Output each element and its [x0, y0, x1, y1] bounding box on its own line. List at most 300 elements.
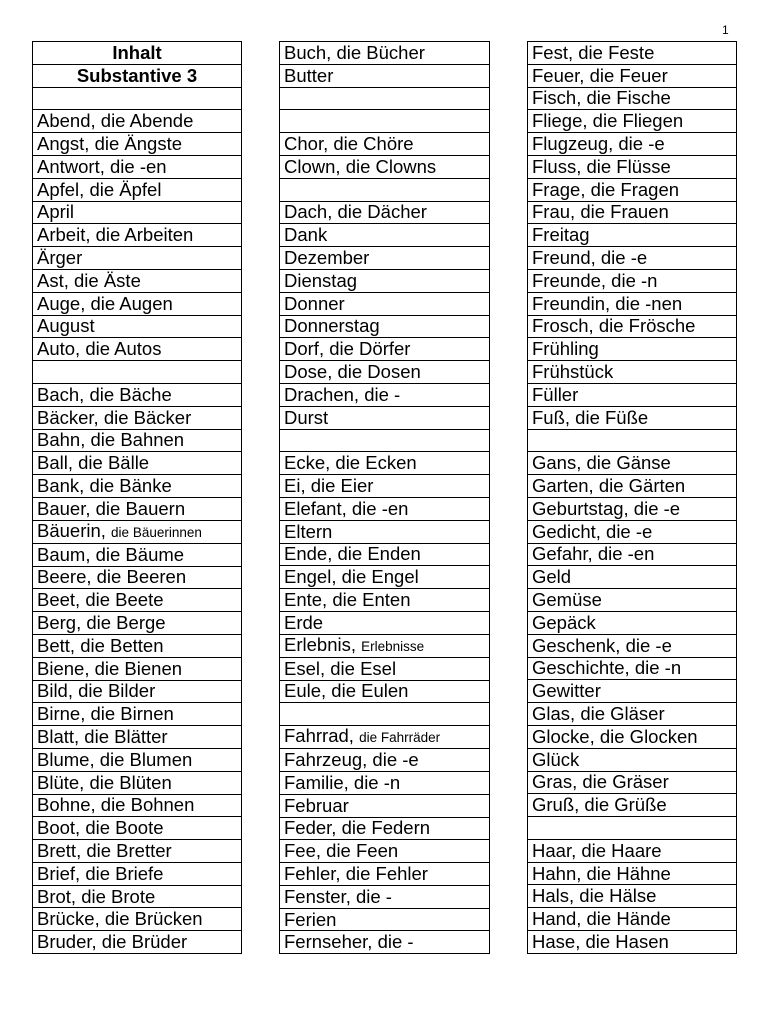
- noun-row: [280, 42, 490, 65]
- noun-row: [280, 224, 490, 247]
- noun-row: [33, 110, 242, 133]
- noun-cell: [528, 87, 737, 110]
- noun-row: [280, 771, 490, 794]
- noun-cell: [528, 725, 737, 748]
- noun-cell: [528, 657, 737, 680]
- noun-cell: [33, 406, 242, 429]
- noun-text: Garten, die Gärten: [532, 475, 686, 497]
- noun-row: [528, 931, 737, 954]
- noun-row: [280, 908, 490, 931]
- noun-text: Fee, die Feen: [284, 840, 399, 862]
- noun-cell: [33, 771, 242, 794]
- noun-row: [528, 566, 737, 589]
- noun-row: [528, 247, 737, 270]
- noun-cell: [528, 452, 737, 475]
- noun-cell: [280, 863, 490, 886]
- noun-row: [528, 42, 737, 65]
- noun-row: [33, 771, 242, 794]
- noun-text: Gruß, die Grüße: [532, 794, 667, 816]
- noun-cell: [528, 748, 737, 771]
- noun-row: [33, 840, 242, 863]
- noun-row: [528, 133, 737, 156]
- noun-text: Bäuerin,: [37, 520, 112, 541]
- noun-cell: [33, 361, 242, 384]
- noun-cell: [528, 315, 737, 338]
- noun-cell: [528, 680, 737, 703]
- noun-text: Eltern: [284, 520, 333, 542]
- noun-cell: [528, 155, 737, 178]
- noun-row: [528, 908, 737, 931]
- noun-cell: [528, 885, 737, 908]
- noun-text: Dank: [284, 224, 328, 246]
- noun-row: [528, 338, 737, 361]
- noun-cell: [33, 383, 242, 406]
- noun-row: [528, 794, 737, 817]
- noun-row: [528, 657, 737, 680]
- noun-cell: [280, 566, 490, 589]
- noun-cell: [280, 64, 490, 87]
- noun-text: Auge, die Augen: [37, 292, 173, 314]
- noun-text: Glocke, die Glocken: [532, 725, 698, 747]
- noun-text: Frage, die Fragen: [532, 178, 680, 200]
- noun-cell: [280, 383, 490, 406]
- heading-cell: [33, 42, 242, 65]
- noun-cell: [33, 133, 242, 156]
- noun-text: Hand, die Hände: [532, 908, 671, 930]
- noun-cell: [33, 543, 242, 566]
- noun-text: Blume, die Blumen: [37, 748, 193, 770]
- noun-cell: [33, 566, 242, 589]
- noun-cell: [528, 383, 737, 406]
- noun-text: Biene, die Bienen: [37, 657, 183, 679]
- noun-cell: [280, 224, 490, 247]
- noun-text: Familie, die -n: [284, 771, 401, 793]
- noun-row: [33, 133, 242, 156]
- noun-cell: [33, 338, 242, 361]
- noun-row: [528, 725, 737, 748]
- noun-cell: [528, 247, 737, 270]
- noun-cell: [33, 247, 242, 270]
- noun-row: [280, 292, 490, 315]
- noun-row: [33, 292, 242, 315]
- noun-cell: [33, 817, 242, 840]
- plural-small-text: die Fahrräder: [359, 730, 441, 746]
- noun-row: [33, 885, 242, 908]
- noun-cell: [33, 269, 242, 292]
- noun-row: [280, 726, 490, 749]
- blank-row: [280, 110, 490, 133]
- noun-cell: [33, 452, 242, 475]
- page-number: 1: [722, 23, 729, 37]
- noun-text: Haar, die Haare: [532, 839, 662, 861]
- noun-text: Füller: [532, 383, 579, 405]
- noun-cell: [528, 771, 737, 794]
- noun-text: Ärger: [37, 247, 83, 269]
- noun-text: Bach, die Bäche: [37, 383, 172, 405]
- noun-row: [528, 497, 737, 520]
- noun-row: [280, 406, 490, 429]
- noun-row: [528, 87, 737, 110]
- noun-text: Esel, die Esel: [284, 657, 397, 679]
- noun-row: [528, 680, 737, 703]
- noun-row: [33, 862, 242, 885]
- noun-cell: [528, 703, 737, 726]
- noun-text: Bank, die Bänke: [37, 475, 172, 497]
- noun-row: [33, 452, 242, 475]
- noun-cell: [33, 634, 242, 657]
- noun-row: [528, 224, 737, 247]
- noun-cell: [280, 155, 490, 178]
- noun-cell: [280, 475, 490, 498]
- noun-row: [280, 680, 490, 703]
- noun-cell: [528, 543, 737, 566]
- noun-text: Donner: [284, 292, 345, 314]
- noun-text: Fenster, die -: [284, 885, 392, 907]
- noun-row: [280, 452, 490, 475]
- noun-text: Dach, die Dächer: [284, 201, 427, 223]
- noun-row: [280, 64, 490, 87]
- noun-row: [33, 178, 242, 201]
- noun-row: [33, 566, 242, 589]
- noun-row: [280, 885, 490, 908]
- noun-text: Feder, die Federn: [284, 817, 431, 839]
- noun-cell: [528, 201, 737, 224]
- noun-text: Baum, die Bäume: [37, 543, 185, 565]
- noun-row: [280, 863, 490, 886]
- noun-text: Frosch, die Frösche: [532, 315, 696, 337]
- noun-row: [33, 520, 242, 543]
- noun-column-2: [279, 41, 490, 954]
- noun-cell: [528, 133, 737, 156]
- noun-cell: [528, 634, 737, 657]
- heading-cell: [33, 64, 242, 87]
- noun-row: [33, 406, 242, 429]
- noun-cell: [528, 429, 737, 452]
- noun-row: [528, 885, 737, 908]
- blank-row: [33, 361, 242, 384]
- noun-text: Beere, die Beeren: [37, 566, 187, 588]
- noun-column-1: [32, 41, 242, 954]
- noun-cell: [280, 452, 490, 475]
- noun-cell: [280, 178, 490, 201]
- noun-text: Freundin, die -nen: [532, 292, 683, 314]
- noun-row: [33, 748, 242, 771]
- noun-text: Fisch, die Fische: [532, 87, 671, 109]
- noun-cell: [33, 155, 242, 178]
- noun-cell: [33, 475, 242, 498]
- noun-row: [33, 429, 242, 452]
- noun-text: August: [37, 315, 95, 337]
- noun-cell: [33, 612, 242, 635]
- noun-text: Bild, die Bilder: [37, 680, 156, 702]
- noun-cell: [33, 885, 242, 908]
- noun-row: [280, 133, 490, 156]
- noun-text: Arbeit, die Arbeiten: [37, 224, 194, 246]
- noun-text: Ferien: [284, 908, 337, 930]
- noun-row: [33, 475, 242, 498]
- noun-cell: [280, 292, 490, 315]
- noun-row: [33, 634, 242, 657]
- noun-cell: [528, 794, 737, 817]
- noun-text: Gefahr, die -en: [532, 543, 655, 565]
- noun-text: Fahrzeug, die -e: [284, 749, 419, 770]
- noun-cell: [528, 292, 737, 315]
- noun-row: [280, 520, 490, 543]
- noun-row: [528, 771, 737, 794]
- noun-cell: [33, 840, 242, 863]
- noun-cell: [280, 110, 490, 133]
- noun-text: Ball, die Bälle: [37, 452, 150, 474]
- noun-cell: [33, 748, 242, 771]
- blank-row: [528, 429, 737, 452]
- noun-text: Ei, die Eier: [284, 475, 374, 497]
- noun-row: [528, 520, 737, 543]
- noun-row: [528, 748, 737, 771]
- noun-cell: [280, 703, 490, 726]
- heading-text: Inhalt: [112, 41, 162, 63]
- noun-text: Geld: [532, 566, 572, 588]
- noun-row: [528, 269, 737, 292]
- noun-cell: [280, 885, 490, 908]
- noun-text: Drachen, die -: [284, 383, 401, 405]
- noun-text: Beet, die Beete: [37, 589, 164, 611]
- noun-row: [33, 155, 242, 178]
- noun-row: [280, 817, 490, 840]
- noun-cell: [33, 520, 242, 543]
- noun-cell: [528, 611, 737, 634]
- noun-row: [528, 315, 737, 338]
- noun-text: Frau, die Frauen: [532, 201, 669, 223]
- noun-text: Buch, die Bücher: [284, 41, 425, 63]
- noun-text: Clown, die Clowns: [284, 155, 437, 177]
- noun-cell: [528, 224, 737, 247]
- noun-text: Februar: [284, 794, 349, 816]
- noun-text: Erlebnis,: [284, 634, 362, 655]
- noun-cell: [280, 726, 490, 749]
- noun-row: [528, 703, 737, 726]
- noun-cell: [280, 361, 490, 384]
- noun-cell: [280, 817, 490, 840]
- noun-row: [280, 749, 490, 772]
- noun-row: [33, 247, 242, 270]
- noun-row: [33, 338, 242, 361]
- noun-cell: [280, 931, 490, 954]
- noun-text: Bruder, die Brüder: [37, 931, 188, 953]
- noun-row: [280, 269, 490, 292]
- noun-text: Eule, die Eulen: [284, 680, 409, 702]
- noun-row: [280, 361, 490, 384]
- heading-row: [33, 42, 242, 65]
- noun-text: Glück: [532, 748, 580, 770]
- noun-text: Auto, die Autos: [37, 338, 162, 360]
- noun-text: Fliege, die Fliegen: [532, 110, 684, 132]
- noun-text: Dienstag: [284, 269, 358, 291]
- noun-row: [33, 543, 242, 566]
- noun-cell: [280, 247, 490, 270]
- noun-row: [528, 452, 737, 475]
- blank-row: [33, 87, 242, 110]
- noun-text: Bett, die Betten: [37, 634, 164, 656]
- noun-text: Engel, die Engel: [284, 566, 419, 588]
- noun-cell: [528, 269, 737, 292]
- blank-row: [280, 178, 490, 201]
- noun-row: [33, 794, 242, 817]
- noun-cell: [280, 589, 490, 612]
- noun-row: [280, 315, 490, 338]
- noun-row: [528, 634, 737, 657]
- noun-row: [528, 361, 737, 384]
- noun-text: Hahn, die Hähne: [532, 862, 671, 884]
- noun-row: [528, 543, 737, 566]
- noun-text: Ente, die Enten: [284, 589, 411, 611]
- noun-row: [280, 931, 490, 954]
- noun-row: [280, 338, 490, 361]
- noun-text: April: [37, 201, 75, 223]
- noun-cell: [33, 680, 242, 703]
- noun-cell: [528, 110, 737, 133]
- noun-text: Freund, die -e: [532, 247, 648, 269]
- noun-text: Dorf, die Dörfer: [284, 338, 411, 360]
- noun-cell: [280, 794, 490, 817]
- noun-text: Geschenk, die -e: [532, 634, 672, 656]
- noun-cell: [33, 315, 242, 338]
- noun-cell: [528, 42, 737, 65]
- noun-cell: [280, 908, 490, 931]
- noun-row: [33, 315, 242, 338]
- noun-cell: [280, 680, 490, 703]
- noun-row: [280, 657, 490, 680]
- noun-text: Dose, die Dosen: [284, 361, 421, 383]
- blank-row: [528, 817, 737, 840]
- noun-cell: [33, 589, 242, 612]
- noun-text: Fest, die Feste: [532, 41, 655, 63]
- noun-row: [528, 475, 737, 498]
- blank-row: [280, 703, 490, 726]
- noun-row: [528, 611, 737, 634]
- noun-row: [280, 566, 490, 589]
- noun-text: Antwort, die -en: [37, 155, 167, 177]
- noun-row: [528, 292, 737, 315]
- noun-cell: [280, 315, 490, 338]
- noun-cell: [528, 520, 737, 543]
- noun-cell: [280, 133, 490, 156]
- noun-cell: [33, 862, 242, 885]
- noun-row: [33, 224, 242, 247]
- noun-row: [33, 612, 242, 635]
- noun-cell: [33, 908, 242, 931]
- plural-small-text: die Bäuerinnen: [111, 524, 202, 540]
- noun-cell: [280, 201, 490, 224]
- noun-cell: [33, 657, 242, 680]
- noun-row: [528, 178, 737, 201]
- noun-row: [280, 475, 490, 498]
- noun-row: [280, 794, 490, 817]
- noun-column-3: [527, 41, 737, 954]
- noun-cell: [528, 931, 737, 954]
- noun-row: [33, 383, 242, 406]
- noun-row: [280, 497, 490, 520]
- noun-text: Glas, die Gläser: [532, 703, 665, 724]
- noun-cell: [280, 42, 490, 65]
- noun-text: Bahn, die Bahnen: [37, 429, 185, 451]
- heading-row: [33, 64, 242, 87]
- noun-row: [33, 703, 242, 726]
- noun-text: Frühstück: [532, 361, 614, 383]
- noun-row: [33, 680, 242, 703]
- noun-text: Frühling: [532, 338, 599, 360]
- noun-text: Boot, die Boote: [37, 817, 164, 839]
- noun-cell: [33, 726, 242, 749]
- noun-row: [280, 201, 490, 224]
- noun-row: [33, 931, 242, 954]
- noun-text: Fluss, die Flüsse: [532, 155, 671, 177]
- noun-text: Durst: [284, 406, 329, 428]
- noun-cell: [280, 749, 490, 772]
- noun-text: Ende, die Enden: [284, 543, 421, 565]
- noun-text: Donnerstag: [284, 315, 380, 337]
- noun-text: Abend, die Abende: [37, 110, 194, 132]
- noun-text: Fahrrad,: [284, 725, 360, 747]
- noun-cell: [33, 497, 242, 520]
- noun-cell: [280, 269, 490, 292]
- noun-text: Blatt, die Blätter: [37, 726, 168, 747]
- noun-cell: [33, 201, 242, 224]
- noun-text: Feuer, die Feuer: [532, 64, 668, 86]
- noun-text: Gepäck: [532, 611, 596, 633]
- noun-text: Flugzeug, die -e: [532, 133, 665, 155]
- noun-row: [280, 634, 490, 657]
- noun-row: [528, 155, 737, 178]
- noun-cell: [528, 361, 737, 384]
- noun-text: Gewitter: [532, 680, 601, 702]
- noun-cell: [280, 429, 490, 452]
- noun-text: Berg, die Berge: [37, 612, 166, 634]
- noun-row: [528, 201, 737, 224]
- noun-text: Angst, die Ängste: [37, 133, 183, 155]
- noun-text: Brett, die Bretter: [37, 839, 172, 861]
- noun-cell: [280, 634, 490, 657]
- noun-row: [33, 497, 242, 520]
- noun-row: [33, 589, 242, 612]
- noun-row: [33, 908, 242, 931]
- noun-cell: [528, 817, 737, 840]
- blank-row: [280, 429, 490, 452]
- noun-cell: [528, 338, 737, 361]
- noun-row: [280, 589, 490, 612]
- noun-text: Ecke, die Ecken: [284, 452, 417, 474]
- noun-cell: [280, 657, 490, 680]
- noun-row: [528, 589, 737, 612]
- noun-cell: [33, 292, 242, 315]
- noun-cell: [528, 475, 737, 498]
- noun-cell: [33, 178, 242, 201]
- noun-cell: [280, 543, 490, 566]
- noun-text: Brot, die Brote: [37, 885, 156, 907]
- heading-text: Substantive 3: [76, 64, 198, 86]
- noun-text: Bauer, die Bauern: [37, 497, 186, 519]
- noun-text: Fehler, die Fehler: [284, 862, 428, 884]
- noun-text: Ast, die Äste: [37, 269, 141, 291]
- noun-text: Gedicht, die -e: [532, 520, 653, 542]
- noun-row: [280, 155, 490, 178]
- noun-text: Geburtstag, die -e: [532, 497, 681, 519]
- noun-cell: [280, 771, 490, 794]
- noun-row: [33, 269, 242, 292]
- noun-cell: [528, 566, 737, 589]
- noun-text: Geschichte, die -n: [532, 657, 682, 679]
- noun-cell: [280, 406, 490, 429]
- noun-cell: [33, 224, 242, 247]
